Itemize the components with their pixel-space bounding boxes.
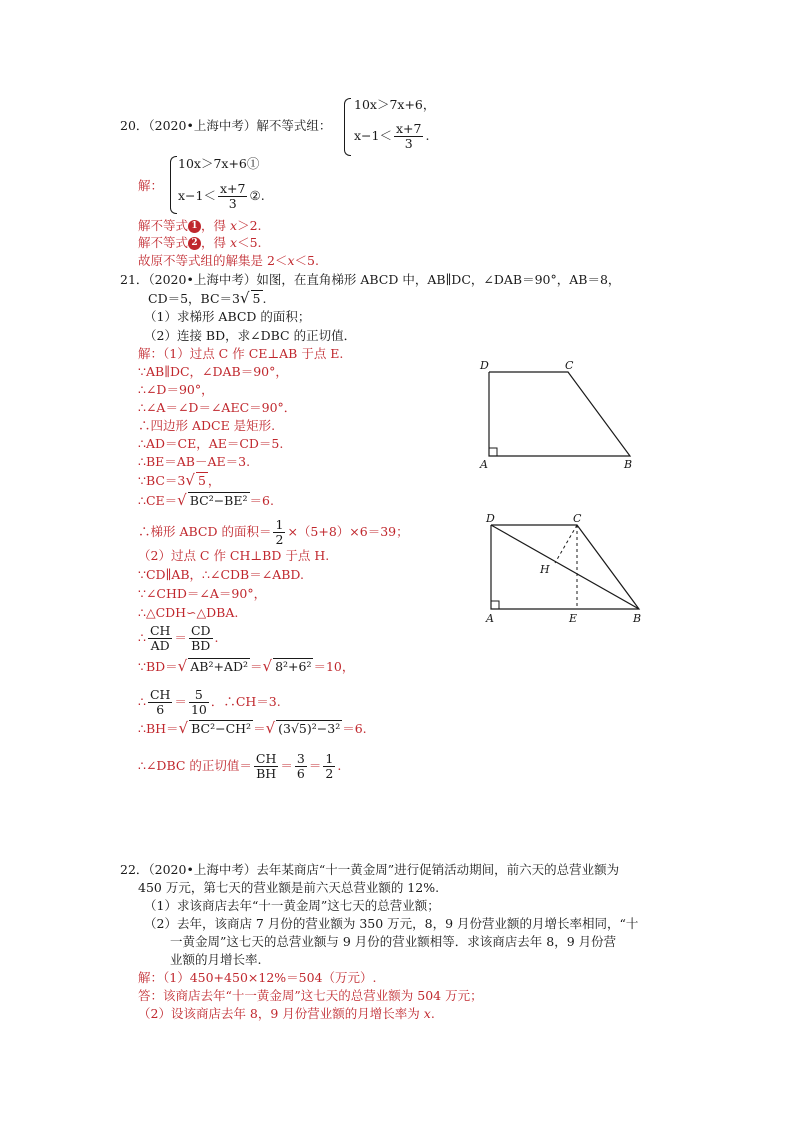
q21-b7-frac2 <box>189 688 209 717</box>
q21-ans9-a: ∴CE＝ <box>138 493 178 508</box>
q22-sol3-var: x <box>423 1006 431 1021</box>
q21-ans8-rad: 5 <box>197 473 206 488</box>
q21-ans10-den: 2 <box>275 532 284 547</box>
q21-prompt2-rad: 5 <box>252 291 261 306</box>
q21-b9-den2: 6 <box>296 766 305 781</box>
q21-prompt-line1: 21．（2020•上海中考）如图，在直角梯形 ABCD 中，AB∥DC，∠DAB＝90°，AB＝8， <box>120 272 621 287</box>
q21-b8-rad2: (3√5)²−3² <box>278 721 341 736</box>
q20-step2-mark: 2 <box>188 237 201 250</box>
q21-b6-rad2: 8²+6² <box>275 659 312 674</box>
q20-sol2-den: 3 <box>228 196 237 211</box>
right-angle-mark <box>489 448 497 456</box>
q21-b7-den1: 6 <box>156 702 165 717</box>
q21-part2: （2）连接 BD，求∠DBC 的正切值． <box>144 328 357 343</box>
q20-step3-a: 故原不等式组的解集是 2＜ <box>138 253 288 268</box>
q22-line5: 一黄金周”这七天的总营业额与 9 月份的营业额相等．求该商店去年 8，9 月份营 <box>170 934 617 949</box>
q21-ans-6: ∴AD＝CE，AE＝CD＝5. <box>138 436 284 451</box>
label-B: B <box>624 458 633 471</box>
q21-ans-5: ∴四边形 ADCE 是矩形. <box>138 418 276 433</box>
q21-ans10-a: ∴梯形 ABCD 的面积＝ <box>138 524 272 539</box>
q21-prompt2-b: . <box>262 291 267 306</box>
label-D: D <box>480 359 489 372</box>
q21-part2-ans-8 <box>138 720 367 737</box>
q22-line2: 450 万元，第七天的营业额是前六天总营业额的 12%. <box>138 880 440 895</box>
q20-step1 <box>138 218 262 234</box>
q21-part2-ans-2: ∵CD∥AB，∴∠CDB＝∠ABD. <box>138 567 304 582</box>
label-A: A <box>480 458 488 471</box>
q21-b5-num2: CD <box>190 623 211 638</box>
q20-sol2-end: . <box>260 188 265 203</box>
q20-sol-line2 <box>178 182 265 211</box>
q21-ans-9 <box>138 492 274 509</box>
q20-prompt: 20．（2020•上海中考）解不等式组： <box>120 118 332 133</box>
q21-b9-eq: ＝ <box>280 758 293 773</box>
radical-icon: √ <box>177 491 187 509</box>
q20-step3-c: ＜5. <box>294 253 319 268</box>
q21-ans9-rad: BC²−BE² <box>189 493 248 508</box>
q21-prompt2-a: CD＝5，BC＝3 <box>148 291 240 306</box>
q21-part2-ans-3: ∵∠CHD＝∠A＝90°， <box>138 586 267 601</box>
q21-b5-den2: BD <box>191 638 211 653</box>
trapezoid-outline <box>489 372 630 456</box>
q22-sol3-c: . <box>430 1006 435 1021</box>
q21-b7-b: ．∴CH＝3. <box>210 694 281 709</box>
q21-b5-frac1 <box>148 624 172 653</box>
q21-b5-a: ∴ <box>138 630 146 645</box>
q21-b8-eq: ＝ <box>253 721 266 736</box>
trapezoid-figure-1 <box>470 352 650 477</box>
q20-sol1-text: 10x＞7x+6 <box>178 156 247 171</box>
q21-b8-b: ＝6. <box>342 721 367 736</box>
q21-b9-frac1 <box>254 752 278 781</box>
q21-ans-3: ∴∠D＝90°， <box>138 382 214 397</box>
q20-step3 <box>138 253 319 269</box>
q21-b5-num1: CH <box>149 623 171 638</box>
q21-b5-den1: AD <box>150 638 170 653</box>
q20-sys2-end: . <box>425 128 430 143</box>
q20-step1-d: ＞2. <box>237 218 262 233</box>
q21-part1: （1）求梯形 ABCD 的面积； <box>144 309 311 324</box>
q20-step2-a: 解不等式 <box>138 235 189 250</box>
q21-part2-ans-6 <box>138 658 354 675</box>
q21-b8-a: ∴BH＝ <box>138 721 179 736</box>
q21-prompt-line2 <box>148 290 266 307</box>
q20-step1-var: x <box>230 218 238 233</box>
q21-ans-7: ∴BE＝AB－AE＝3. <box>138 454 251 469</box>
q22-sol3-a: （2）设该商店去年 8，9 月份营业额的月增长率为 <box>138 1006 424 1021</box>
q21-b5-frac2 <box>189 624 213 653</box>
q21-b9-a: ∴∠DBC 的正切值＝ <box>138 758 252 773</box>
q21-part2-ans-7 <box>138 688 281 717</box>
q21-ans10-frac <box>273 518 285 547</box>
q21-b9-num1: CH <box>255 751 277 766</box>
q21-b6-b: ＝10， <box>313 659 355 674</box>
q20-sys2-den: 3 <box>404 136 413 151</box>
label-B: B <box>633 612 642 625</box>
q20-step1-a: 解不等式 <box>138 218 189 233</box>
radical-icon: √ <box>262 657 273 675</box>
q20-step2 <box>138 235 262 251</box>
trapezoid-figure-2 <box>478 506 658 631</box>
q20-brace <box>344 98 351 156</box>
q21-b7-den2: 10 <box>190 702 207 717</box>
q21-ans-10 <box>138 518 409 547</box>
q20-sys2-left: x−1＜ <box>354 128 392 143</box>
q20-step1-b: ，得 <box>201 218 230 233</box>
q21-b8-rad1: BC²−CH² <box>191 721 252 736</box>
label-C: C <box>565 359 574 372</box>
q21-b6-rad1: AB²+AD² <box>190 659 248 674</box>
radical-icon: √ <box>177 657 188 675</box>
q20-sys-line1: 10x＞7x+6， <box>354 97 436 112</box>
radical-icon: √ <box>178 719 189 737</box>
q20-sys-line2 <box>354 122 429 151</box>
q21-ans9-b: ＝6. <box>249 493 274 508</box>
q21-b7-frac1 <box>148 688 172 717</box>
label-E: E <box>569 612 578 625</box>
q20-step2-var: x <box>230 235 238 250</box>
q20-sol-brace <box>170 156 177 214</box>
q21-ans8-a: ∵BC＝3 <box>138 473 186 488</box>
q21-part2-ans-1: （2）过点 C 作 CH⊥BD 于点 H. <box>138 548 330 563</box>
q21-b9-den3: 2 <box>325 766 334 781</box>
q21-part2-ans-5 <box>138 624 219 653</box>
q20-step1-mark: 1 <box>188 220 201 233</box>
label-D: D <box>486 512 495 525</box>
q20-sys2-num: x+7 <box>395 121 422 136</box>
q22-sol-2: 答：该商店去年“十一黄金周”这七天的总营业额为 504 万元； <box>138 988 483 1003</box>
q21-ans-2: ∵AB∥DC，∠DAB＝90°， <box>138 364 288 379</box>
q21-b9-frac2 <box>295 752 307 781</box>
radical-icon: √ <box>239 289 250 307</box>
label-C: C <box>573 512 582 525</box>
q20-sol-label: 解： <box>138 178 164 193</box>
q21-b6-a: ∵BD＝ <box>138 659 178 674</box>
q22-line6: 业额的月增长率. <box>170 952 262 967</box>
diagonal-BD <box>491 525 639 609</box>
radical-icon: √ <box>185 471 195 489</box>
q21-b9-den1: BH <box>256 766 277 781</box>
q22-sol-3 <box>138 1006 435 1022</box>
q21-b7-num2: 5 <box>189 688 209 703</box>
q21-b5-eq: ＝ <box>174 630 187 645</box>
segment-CH <box>555 525 577 563</box>
q22-line1: 22．（2020•上海中考）去年某商店“十一黄金周”进行促销活动期间，前六天的总营业额为 <box>120 862 620 877</box>
q21-ans10-num: 1 <box>275 517 284 532</box>
q22-sol-1: 解：（1）450+450×12%＝504（万元）. <box>138 970 377 985</box>
q20-step2-b: ，得 <box>201 235 230 250</box>
q20-sol2-frac <box>218 182 247 211</box>
right-angle-mark <box>491 601 499 609</box>
q21-b9-num3: 1 <box>325 751 334 766</box>
q21-part2-ans-4: ∴△CDH∽△DBA. <box>138 605 239 620</box>
q21-ans10-b: ×（5+8）×6＝39； <box>287 524 409 539</box>
radical-icon: √ <box>265 719 276 737</box>
q21-ans-1: 解：（1）过点 C 作 CE⊥AB 于点 E. <box>138 346 344 361</box>
q21-b6-eq: ＝ <box>250 659 263 674</box>
q21-b9-num2: 3 <box>296 751 305 766</box>
q21-ans-8 <box>138 472 220 489</box>
q21-ans-4: ∴∠A＝∠D＝∠AEC＝90°． <box>138 400 297 415</box>
q21-part2-ans-9 <box>138 752 341 781</box>
q21-b7-num1: CH <box>149 687 171 702</box>
q20-sol-line1 <box>178 156 259 172</box>
q20-sol1-mark: ① <box>246 156 260 171</box>
q20-sol2-mark: ② <box>249 188 261 203</box>
q20-step3-var: x <box>287 253 295 268</box>
q21-b7-a: ∴ <box>138 694 146 709</box>
label-H: H <box>540 563 550 576</box>
q22-line3: （1）求该商店去年“十一黄金周”这七天的总营业额； <box>144 898 440 913</box>
q20-sys2-frac <box>394 122 423 151</box>
q22-line4: （2）去年，该商店 7 月份的营业额为 350 万元，8，9 月份营业额的月增长率相同，“十 <box>144 916 639 931</box>
q21-b5-b: . <box>214 630 219 645</box>
q21-b9-b: . <box>337 758 342 773</box>
q20-sol2-left: x−1＜ <box>178 188 216 203</box>
q21-b9-eq2: ＝ <box>308 758 322 773</box>
q20-sol2-num: x+7 <box>219 181 246 196</box>
label-A: A <box>486 612 494 625</box>
q21-b9-frac3 <box>323 752 335 781</box>
q21-b7-eq: ＝ <box>174 694 187 709</box>
q21-ans8-b: ， <box>207 473 221 488</box>
q20-step2-d: ＜5. <box>237 235 262 250</box>
